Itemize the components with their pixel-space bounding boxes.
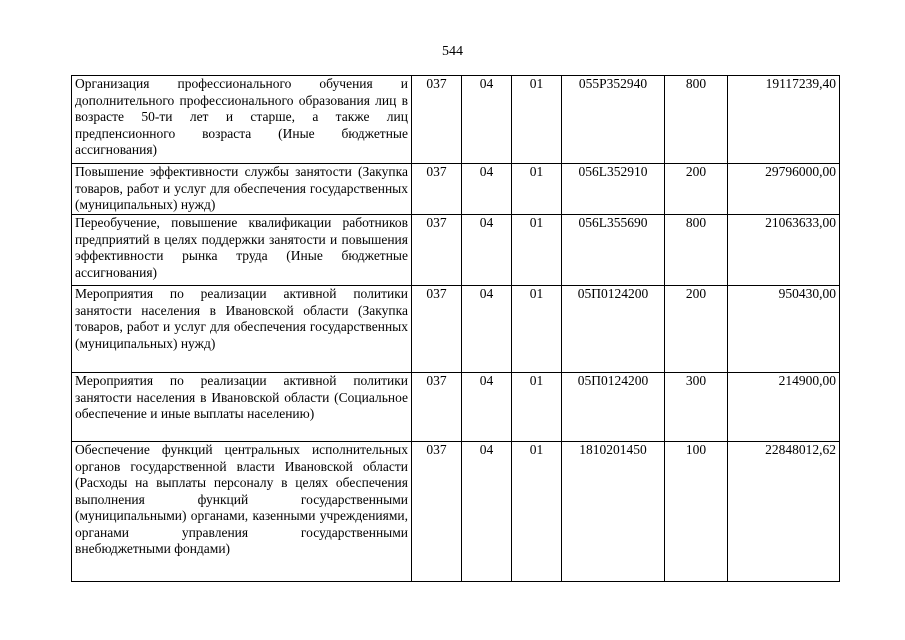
row-description: Переобучение, повышение квалификации работников предприятий в целях поддержки занятости и повышения эффективности рынка труда (Иные бюджетные ассигнования) <box>72 215 412 286</box>
expense-type-code: 800 <box>665 76 728 164</box>
subsection-code: 01 <box>512 286 562 373</box>
row-description: Мероприятия по реализации активной политики занятости населения в Ивановской области (Закупка товаров, работ и услуг для обеспечения государственных (муниципальных) нужд) <box>72 286 412 373</box>
ministry-code: 037 <box>412 164 462 215</box>
table-row <box>72 76 840 164</box>
target-article-code: 055P352940 <box>562 76 665 164</box>
target-article-code: 05П0124200 <box>562 373 665 442</box>
budget-table <box>71 75 840 582</box>
section-code: 04 <box>462 76 512 164</box>
expense-type-code: 300 <box>665 373 728 442</box>
ministry-code: 037 <box>412 373 462 442</box>
amount: 21063633,00 <box>728 215 840 286</box>
amount: 29796000,00 <box>728 164 840 215</box>
subsection-code: 01 <box>512 442 562 582</box>
ministry-code: 037 <box>412 76 462 164</box>
target-article-code: 056L355690 <box>562 215 665 286</box>
ministry-code: 037 <box>412 215 462 286</box>
expense-type-code: 200 <box>665 164 728 215</box>
amount: 214900,00 <box>728 373 840 442</box>
subsection-code: 01 <box>512 76 562 164</box>
table-row <box>72 373 840 442</box>
expense-type-code: 100 <box>665 442 728 582</box>
table-row <box>72 164 840 215</box>
section-code: 04 <box>462 286 512 373</box>
amount: 19117239,40 <box>728 76 840 164</box>
table-row <box>72 286 840 373</box>
row-description: Повышение эффективности службы занятости (Закупка товаров, работ и услуг для обеспечения государственных (муниципальных) нужд) <box>72 164 412 215</box>
expense-type-code: 800 <box>665 215 728 286</box>
expense-type-code: 200 <box>665 286 728 373</box>
table-row <box>72 215 840 286</box>
subsection-code: 01 <box>512 164 562 215</box>
target-article-code: 1810201450 <box>562 442 665 582</box>
target-article-code: 056L352910 <box>562 164 665 215</box>
section-code: 04 <box>462 164 512 215</box>
row-description: Обеспечение функций центральных исполнительных органов государственной власти Ивановской области (Расходы на выплаты персоналу в целях обеспечения выполнения функций государственными (муниципальными) органами, казенными учреждениями, органами управления государственными внебюджетными фондами) <box>72 442 412 582</box>
ministry-code: 037 <box>412 442 462 582</box>
target-article-code: 05П0124200 <box>562 286 665 373</box>
subsection-code: 01 <box>512 373 562 442</box>
row-description: Организация профессионального обучения и дополнительного профессионального образования лиц в возрасте 50-ти лет и старше, а также лиц предпенсионного возраста (Иные бюджетные ассигнования) <box>72 76 412 164</box>
page-number: 544 <box>442 44 463 59</box>
row-description: Мероприятия по реализации активной политики занятости населения в Ивановской области (Социальное обеспечение и иные выплаты населению) <box>72 373 412 442</box>
amount: 22848012,62 <box>728 442 840 582</box>
section-code: 04 <box>462 442 512 582</box>
section-code: 04 <box>462 373 512 442</box>
ministry-code: 037 <box>412 286 462 373</box>
section-code: 04 <box>462 215 512 286</box>
amount: 950430,00 <box>728 286 840 373</box>
subsection-code: 01 <box>512 215 562 286</box>
table-row <box>72 442 840 582</box>
